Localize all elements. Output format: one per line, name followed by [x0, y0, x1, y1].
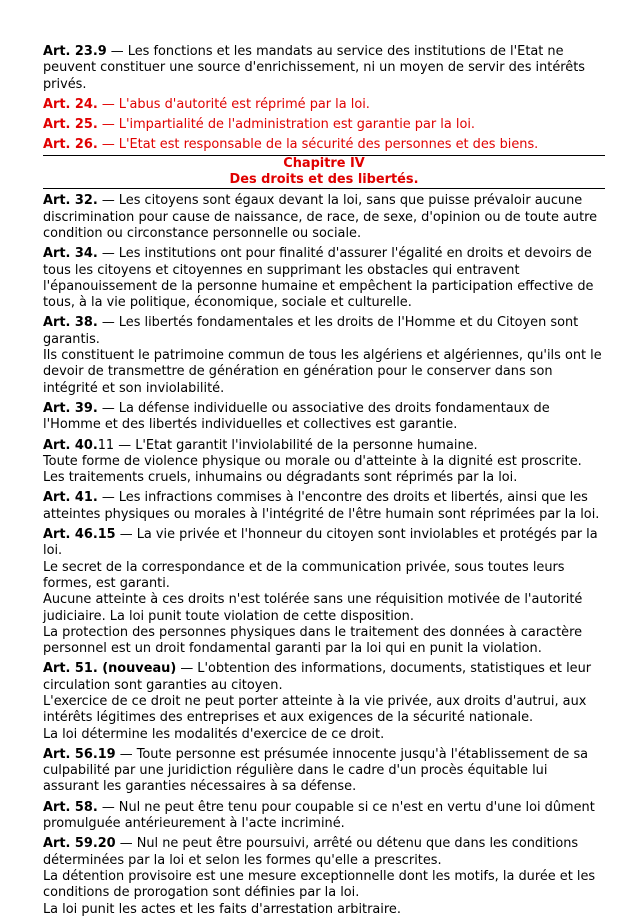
chapter-title: Des droits et des libertés. — [229, 172, 419, 188]
article-text: — L'Etat est responsable de la sécurité des personnes et des biens. — [97, 137, 539, 153]
article-label: Art. 59.20 — [43, 836, 116, 852]
article-text: — L'Etat garantit l'inviolabilité de la personne humaine. — [114, 437, 478, 453]
article-58 — [43, 800, 605, 833]
article-label: Art. 58. — [43, 799, 98, 815]
article-56 — [43, 747, 605, 796]
article-suffix: 11 — [97, 437, 115, 453]
article-paragraph: Le secret de la correspondance et de la communication privée, sous toutes leurs formes, est garanti. — [43, 559, 565, 591]
article-label: Art. 51. (nouveau) — [43, 661, 177, 677]
article-label: Art. 41. — [43, 490, 98, 506]
article-59 — [43, 836, 605, 917]
article-25 — [43, 117, 605, 133]
article-text: — Nul ne peut être poursuivi, arrêté ou détenu que dans les conditions déterminées par la loi et selon les formes qu'elle a prescrites. — [43, 836, 579, 868]
article-paragraph: La loi punit les actes et les faits d'arrestation arbitraire. — [43, 901, 401, 917]
article-paragraph: Aucune atteinte à ces droits n'est tolérée sans une réquisition motivée de l'autorité judiciaire. La loi punit toute violation de cette disposition. — [43, 592, 583, 624]
article-text: — La vie privée et l'honneur du citoyen sont inviolables et protégés par la loi. — [43, 527, 598, 559]
article-text: — Les citoyens sont égaux devant la loi, sans que puisse prévaloir aucune discrimination pour cause de naissance, de race, de sexe, d'opinion ou de toute autre condition ou circonstance personnelle ou sociale. — [43, 193, 598, 241]
document-page — [43, 44, 605, 922]
article-text: — Les libertés fondamentales et les droits de l'Homme et du Citoyen sont garantis. — [43, 315, 579, 347]
article-text: — L'obtention des informations, documents, statistiques et leur circulation sont garanties au citoyen. — [43, 661, 592, 693]
article-label: Art. 25. — [43, 117, 98, 133]
article-label: Art. 39. — [43, 400, 98, 416]
article-paragraph: La détention provisoire est une mesure exceptionnelle dont les motifs, la durée et les conditions de prorogation sont définies par la loi. — [43, 868, 596, 901]
article-paragraph: La loi détermine les modalités d'exercice de ce droit. — [43, 726, 385, 742]
article-label: Art. 24. — [43, 96, 98, 112]
article-text: — L'abus d'autorité est réprimé par la loi. — [97, 96, 370, 112]
article-label: Art. 46.15 — [43, 527, 116, 543]
article-text: — Les fonctions et les mandats au service des institutions de l'Etat ne peuvent constituer une source d'enrichissement, ni un moyen de servir des intérêts privés. — [43, 44, 586, 92]
article-label: Art. 40. — [43, 437, 98, 453]
article-label: Art. 32. — [43, 193, 98, 209]
article-41 — [43, 490, 605, 523]
article-38 — [43, 315, 605, 396]
article-51 — [43, 661, 605, 742]
article-text: — Les infractions commises à l'encontre des droits et libertés, ainsi que les atteintes physiques ou morales à l'intégrité de l'être humain sont réprimées par la loi. — [43, 490, 600, 522]
article-40 — [43, 438, 605, 487]
article-label: Art. 23.9 — [43, 44, 107, 59]
article-46 — [43, 527, 605, 657]
article-paragraph: Ils constituent le patrimoine commun de tous les algériens et algériennes, qu'ils ont le devoir de transmettre de génération en génération pour le conserver dans son intégrité et son inviolabilité. — [43, 348, 602, 396]
chapter-heading — [43, 155, 605, 190]
article-label: Art. 26. — [43, 137, 98, 153]
article-text: — Toute personne est présumée innocente jusqu'à l'établissement de sa culpabilité par une juridiction régulière dans le cadre d'un procès équitable lui assurant les garanties nécessaires à sa défense. — [43, 746, 589, 795]
article-paragraph: Toute forme de violence physique ou morale ou d'atteinte à la dignité est proscrite. — [43, 453, 582, 469]
article-26 — [43, 137, 605, 153]
chapter-number: Chapitre IV — [283, 155, 365, 171]
article-label: Art. 56.19 — [43, 746, 116, 762]
article-paragraph: L'exercice de ce droit ne peut porter atteinte à la vie privée, aux droits d'autrui, aux intérêts légitimes des entreprises et aux exigences de la sécurité nationale. — [43, 693, 587, 726]
article-paragraph: Les traitements cruels, inhumains ou dégradants sont réprimés par la loi. — [43, 470, 518, 486]
article-23 — [43, 44, 605, 93]
article-text: — La défense individuelle ou associative des droits fondamentaux de l'Homme et des libertés individuelles et collectives est garantie. — [43, 400, 550, 433]
article-text: — L'impartialité de l'administration est garantie par la loi. — [97, 117, 476, 133]
article-text: — Nul ne peut être tenu pour coupable si ce n'est en vertu d'une loi dûment promulguée antérieurement à l'acte incriminé. — [43, 799, 595, 832]
article-32 — [43, 193, 605, 242]
article-39 — [43, 401, 605, 434]
article-24 — [43, 97, 605, 113]
article-paragraph: La protection des personnes physiques dans le traitement des données à caractère personnel est un droit fondamental garanti par la loi qui en punit la violation. — [43, 624, 583, 657]
article-label: Art. 38. — [43, 315, 98, 331]
article-text: — Les institutions ont pour finalité d'assurer l'égalité en droits et devoirs de tous les citoyens et citoyennes en supprimant les obstacles qui entravent l'épanouissement de la personne humaine et empêchent la participation effective de tous, à la vie politique, économique, sociale et culturelle. — [43, 246, 594, 311]
article-label: Art. 34. — [43, 246, 98, 262]
article-34 — [43, 246, 605, 311]
